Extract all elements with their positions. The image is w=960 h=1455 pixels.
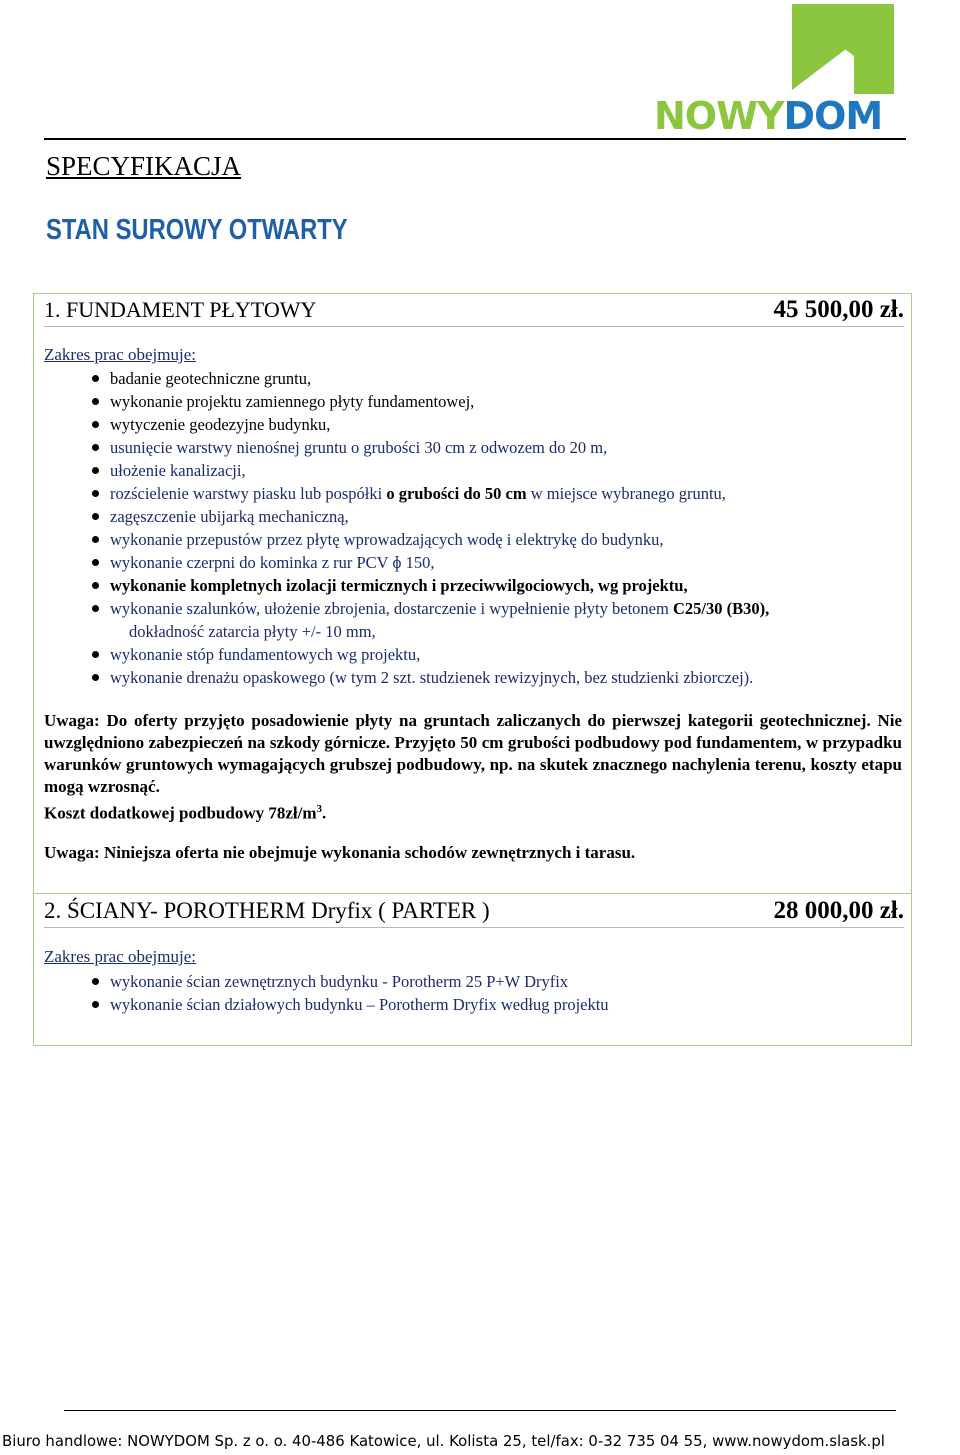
list-item: wykonanie kompletnych izolacji termicznych i przeciwwilgociowych, wg projektu, xyxy=(90,574,890,597)
extra-cost: Koszt dodatkowej podbudowy $78zł/m^3$. xyxy=(44,803,327,823)
list-item: wykonanie stóp fundamentowych wg projektu, xyxy=(90,643,890,666)
section2-header xyxy=(44,897,904,928)
list-item: wykonanie ścian zewnętrznych budynku - Porotherm 25 P+W Dryfix xyxy=(90,970,890,993)
list-item: wykonanie przepustów przez płytę wprowadzających wodę i elektrykę do budynku, xyxy=(90,528,890,551)
header-rule xyxy=(44,138,906,140)
section1-heading: 1. FUNDAMENT PŁYTOWY xyxy=(44,297,317,322)
list-item: wykonanie ścian działowych budynku – Porotherm Dryfix według projektu xyxy=(90,993,890,1016)
list-item: wykonanie szalunków, ułożenie zbrojenia, dostarczenie i wypełnienie płyty betonem C25/30 (B30), xyxy=(90,597,890,620)
list-item: zagęszczenie ubijarką mechaniczną, xyxy=(90,505,890,528)
section2-scope-label: Zakres prac obejmuje: xyxy=(44,947,196,966)
note-label: Uwaga: xyxy=(44,711,100,730)
page-title: SPECYFIKACJA xyxy=(46,151,242,181)
logo-wordmark: NOWYDOM xyxy=(654,94,883,138)
section2-item-list xyxy=(90,970,890,1016)
list-item: usunięcie warstwy nienośnej gruntu o grubości 30 cm z odwozem do 20 m, xyxy=(90,436,890,459)
section-divider xyxy=(33,893,912,894)
page-footer: Biuro handlowe: NOWYDOM Sp. z o. o. 40-486 Katowice, ul. Kolista 25, tel/fax: 0-32 735 04 55, www.nowydom.slask.pl xyxy=(2,1432,885,1450)
section1-note2: Uwaga: Niniejsza oferta nie obejmuje wykonania schodów zewnętrznych i tarasu. xyxy=(44,843,636,862)
list-item: rozścielenie warstwy piasku lub pospółki o grubości do 50 cm w miejsce wybranego gruntu, xyxy=(90,482,890,505)
section1-item-list xyxy=(90,367,890,689)
list-item: wykonanie czerpni do kominka z rur PCV ɸ 150, xyxy=(90,551,890,574)
company-logo xyxy=(652,4,900,138)
list-item: wykonanie projektu zamiennego płyty fundamentowej, xyxy=(90,390,890,413)
section1-header xyxy=(44,296,904,327)
section1-note xyxy=(44,710,902,825)
footer-rule xyxy=(64,1410,896,1411)
list-item: badanie geotechniczne gruntu, xyxy=(90,367,890,390)
list-item-continuation: dokładność zatarcia płyty +/- 10 mm, xyxy=(129,622,376,641)
section1-scope-label: Zakres prac obejmuje: xyxy=(44,345,196,364)
house-roof-icon xyxy=(652,4,900,96)
list-item: wykonanie drenażu opaskowego (w tym 2 szt. studzienek rewizyjnych, bez studzienki zbiorczej). xyxy=(90,666,890,689)
list-item: ułożenie kanalizacji, xyxy=(90,459,890,482)
section1-price: 45 500,00 zł. xyxy=(773,296,904,323)
note-text: Do oferty przyjęto posadowienie płyty na gruntach zaliczanych do pierwszej kategorii geotechnicznej. Nie uwzględniono zabezpieczeń na szkody górnicze. Przyjęto 50 cm grubości podbudowy pod fundamentem, w przypadku warunków gruntowych wymagających grubszej podbudowy, np. na skutek znacznego nachylenia terenu, koszty etapu mogą wzrosnąć. xyxy=(44,711,902,796)
section2-price: 28 000,00 zł. xyxy=(773,897,904,924)
section2-heading: 2. ŚCIANY- POROTHERM Dryfix ( PARTER ) xyxy=(44,898,490,923)
page-subtitle: STAN SUROWY OTWARTY xyxy=(46,214,348,246)
list-item: wytyczenie geodezyjne budynku, xyxy=(90,413,890,436)
